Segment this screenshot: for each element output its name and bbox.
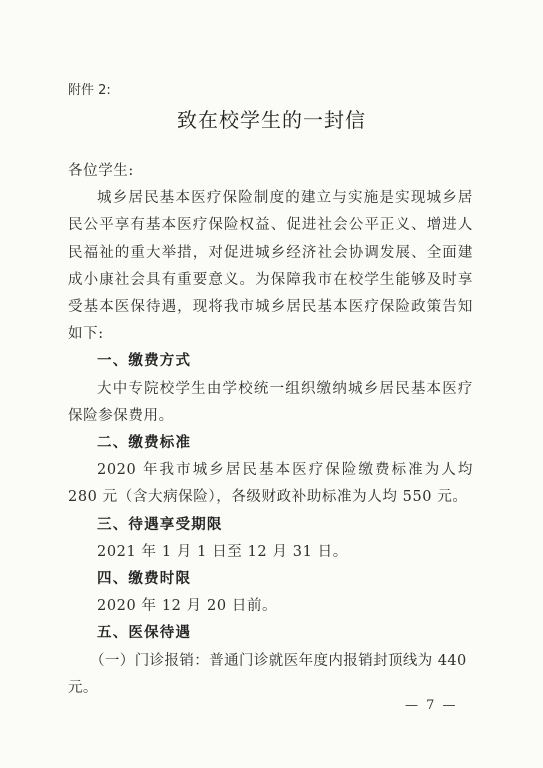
- greeting: 各位学生:: [68, 163, 134, 179]
- section-heading-payment-deadline: 四、缴费时限: [97, 571, 192, 588]
- intro-paragraph: 城乡居民基本医疗保险制度的建立与实施是实现城乡居民公平享有基本医疗保险权益、促进社会公平正义、增进人民福祉的重大举措，对促进城乡经济社会协调发展、全面建成小康社会具有重要意义。为保障我市在校学生能够及时享受基本医保待遇，现将我市城乡居民基本医疗保险政策告知如下:: [68, 190, 473, 343]
- section-text-insurance-benefits: （一）门诊报销：普通门诊就医年度内报销封顶线为 440 元。: [68, 652, 467, 696]
- section-heading-insurance-benefits: 五、医保待遇: [97, 625, 192, 642]
- letter-title: 致在校学生的一封信: [177, 108, 366, 132]
- letter-body: [68, 158, 473, 702]
- section-text-benefit-period: 2021 年 1 月 1 日至 12 月 31 日。: [97, 543, 348, 560]
- section-heading-benefit-period: 三、待遇享受期限: [97, 516, 223, 533]
- section-heading-payment-method: 一、缴费方式: [97, 353, 192, 370]
- section-heading-payment-standard: 二、缴费标准: [97, 435, 192, 452]
- page-number: — 7 —: [405, 698, 458, 713]
- section-text-payment-deadline: 2020 年 12 月 20 日前。: [97, 598, 278, 615]
- section-text-payment-standard: 2020 年我市城乡居民基本医疗保险缴费标准为人均 280 元（含大病保险），各级财政补助标准为人均 550 元。: [68, 462, 473, 506]
- attachment-label: 附件 2:: [68, 83, 111, 98]
- section-text-payment-method: 大中专院校学生由学校统一组织缴纳城乡居民基本医疗保险参保费用。: [68, 380, 473, 424]
